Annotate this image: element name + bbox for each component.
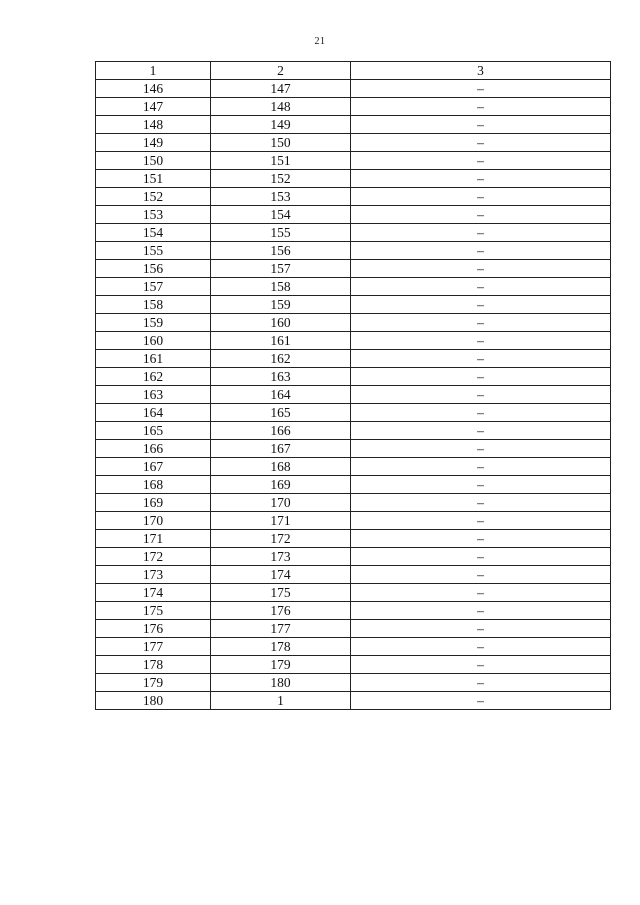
table-cell-col-2: 155 <box>211 224 351 242</box>
table-cell-col-2: 180 <box>211 674 351 692</box>
table-cell-col-3: – <box>351 98 611 116</box>
table-cell-col-2: 157 <box>211 260 351 278</box>
table-cell-col-1: 174 <box>96 584 211 602</box>
column-header-1: 1 <box>96 62 211 80</box>
table-cell-col-1: 170 <box>96 512 211 530</box>
table-cell-col-3: – <box>351 530 611 548</box>
table-cell-col-2: 177 <box>211 620 351 638</box>
table-cell-col-1: 164 <box>96 404 211 422</box>
table-cell-col-2: 156 <box>211 242 351 260</box>
column-header-2: 2 <box>211 62 351 80</box>
table-row <box>96 188 611 206</box>
table-row <box>96 566 611 584</box>
table-cell-col-1: 157 <box>96 278 211 296</box>
table-cell-col-3: – <box>351 404 611 422</box>
table-row <box>96 152 611 170</box>
table-cell-col-3: – <box>351 188 611 206</box>
table-row <box>96 368 611 386</box>
table-cell-col-3: – <box>351 278 611 296</box>
table-row <box>96 440 611 458</box>
table-cell-col-1: 177 <box>96 638 211 656</box>
table-cell-col-3: – <box>351 566 611 584</box>
table-row <box>96 530 611 548</box>
table-cell-col-1: 168 <box>96 476 211 494</box>
table-row <box>96 134 611 152</box>
table-cell-col-2: 162 <box>211 350 351 368</box>
table-cell-col-3: – <box>351 170 611 188</box>
table-row <box>96 602 611 620</box>
table-row <box>96 692 611 710</box>
table-cell-col-2: 149 <box>211 116 351 134</box>
table-cell-col-3: – <box>351 116 611 134</box>
table-cell-col-2: 154 <box>211 206 351 224</box>
table-cell-col-2: 178 <box>211 638 351 656</box>
table-cell-col-1: 147 <box>96 98 211 116</box>
table-cell-col-3: – <box>351 134 611 152</box>
table-cell-col-2: 1 <box>211 692 351 710</box>
table-cell-col-1: 151 <box>96 170 211 188</box>
table-cell-col-2: 148 <box>211 98 351 116</box>
table-cell-col-3: – <box>351 674 611 692</box>
table-row <box>96 206 611 224</box>
table-row <box>96 278 611 296</box>
table-row <box>96 80 611 98</box>
page-number: 21 <box>314 36 326 47</box>
table-body <box>96 80 611 710</box>
table-row <box>96 458 611 476</box>
table-cell-col-1: 180 <box>96 692 211 710</box>
table-cell-col-3: – <box>351 656 611 674</box>
table-cell-col-3: – <box>351 584 611 602</box>
table-row <box>96 170 611 188</box>
table-cell-col-3: – <box>351 620 611 638</box>
table-cell-col-2: 168 <box>211 458 351 476</box>
table-row <box>96 674 611 692</box>
table-cell-col-3: – <box>351 80 611 98</box>
table-row <box>96 116 611 134</box>
table-row <box>96 404 611 422</box>
table-cell-col-3: – <box>351 260 611 278</box>
table-cell-col-1: 160 <box>96 332 211 350</box>
table-cell-col-3: – <box>351 692 611 710</box>
table-cell-col-3: – <box>351 548 611 566</box>
table-row <box>96 314 611 332</box>
column-header-3: 3 <box>351 62 611 80</box>
table-cell-col-2: 152 <box>211 170 351 188</box>
table-cell-col-2: 164 <box>211 386 351 404</box>
table-cell-col-1: 176 <box>96 620 211 638</box>
table-cell-col-1: 169 <box>96 494 211 512</box>
table-cell-col-1: 167 <box>96 458 211 476</box>
table-cell-col-2: 150 <box>211 134 351 152</box>
table-cell-col-3: – <box>351 242 611 260</box>
table-cell-col-1: 159 <box>96 314 211 332</box>
table-cell-col-1: 163 <box>96 386 211 404</box>
table-header-row <box>96 62 611 80</box>
table-cell-col-2: 151 <box>211 152 351 170</box>
table-cell-col-3: – <box>351 422 611 440</box>
table-cell-col-3: – <box>351 206 611 224</box>
table-row <box>96 548 611 566</box>
table-cell-col-2: 165 <box>211 404 351 422</box>
table-row <box>96 422 611 440</box>
table-cell-col-2: 163 <box>211 368 351 386</box>
table-cell-col-1: 179 <box>96 674 211 692</box>
table-cell-col-2: 158 <box>211 278 351 296</box>
table-cell-col-2: 159 <box>211 296 351 314</box>
table-cell-col-1: 162 <box>96 368 211 386</box>
table-cell-col-1: 150 <box>96 152 211 170</box>
table-cell-col-3: – <box>351 638 611 656</box>
table-row <box>96 512 611 530</box>
table-cell-col-2: 167 <box>211 440 351 458</box>
table-cell-col-2: 173 <box>211 548 351 566</box>
table-cell-col-3: – <box>351 152 611 170</box>
table-cell-col-1: 165 <box>96 422 211 440</box>
table-cell-col-3: – <box>351 494 611 512</box>
table-cell-col-2: 171 <box>211 512 351 530</box>
table-cell-col-3: – <box>351 314 611 332</box>
table-cell-col-2: 179 <box>211 656 351 674</box>
table-cell-col-3: – <box>351 368 611 386</box>
table-row <box>96 584 611 602</box>
table-cell-col-1: 166 <box>96 440 211 458</box>
table-cell-col-2: 170 <box>211 494 351 512</box>
table-cell-col-3: – <box>351 332 611 350</box>
table-cell-col-2: 147 <box>211 80 351 98</box>
table-row <box>96 98 611 116</box>
table-cell-col-2: 166 <box>211 422 351 440</box>
table-cell-col-2: 174 <box>211 566 351 584</box>
table-cell-col-1: 153 <box>96 206 211 224</box>
table-header <box>96 62 611 80</box>
table-row <box>96 332 611 350</box>
table-cell-col-1: 178 <box>96 656 211 674</box>
table-cell-col-1: 172 <box>96 548 211 566</box>
table-cell-col-2: 172 <box>211 530 351 548</box>
table-cell-col-3: – <box>351 512 611 530</box>
table-cell-col-3: – <box>351 386 611 404</box>
table-cell-col-1: 171 <box>96 530 211 548</box>
table-row <box>96 350 611 368</box>
table-cell-col-3: – <box>351 440 611 458</box>
table-cell-col-3: – <box>351 602 611 620</box>
table-row <box>96 638 611 656</box>
table-cell-col-3: – <box>351 350 611 368</box>
table-cell-col-2: 169 <box>211 476 351 494</box>
table-cell-col-1: 161 <box>96 350 211 368</box>
table-row <box>96 494 611 512</box>
table-cell-col-2: 175 <box>211 584 351 602</box>
table-cell-col-1: 158 <box>96 296 211 314</box>
table-cell-col-1: 154 <box>96 224 211 242</box>
table-row <box>96 620 611 638</box>
table-row <box>96 260 611 278</box>
data-table <box>95 61 611 710</box>
table-cell-col-2: 161 <box>211 332 351 350</box>
table-cell-col-2: 176 <box>211 602 351 620</box>
table-row <box>96 296 611 314</box>
table-cell-col-3: – <box>351 458 611 476</box>
table-cell-col-3: – <box>351 476 611 494</box>
table-cell-col-1: 152 <box>96 188 211 206</box>
table-row <box>96 656 611 674</box>
table-cell-col-3: – <box>351 224 611 242</box>
table-row <box>96 386 611 404</box>
table-cell-col-1: 149 <box>96 134 211 152</box>
table-row <box>96 476 611 494</box>
table-cell-col-1: 155 <box>96 242 211 260</box>
table-cell-col-2: 160 <box>211 314 351 332</box>
table-cell-col-1: 146 <box>96 80 211 98</box>
table-cell-col-3: – <box>351 296 611 314</box>
table-row <box>96 242 611 260</box>
table-cell-col-1: 156 <box>96 260 211 278</box>
table-cell-col-1: 173 <box>96 566 211 584</box>
table-cell-col-1: 148 <box>96 116 211 134</box>
table-cell-col-1: 175 <box>96 602 211 620</box>
table-cell-col-2: 153 <box>211 188 351 206</box>
table-row <box>96 224 611 242</box>
